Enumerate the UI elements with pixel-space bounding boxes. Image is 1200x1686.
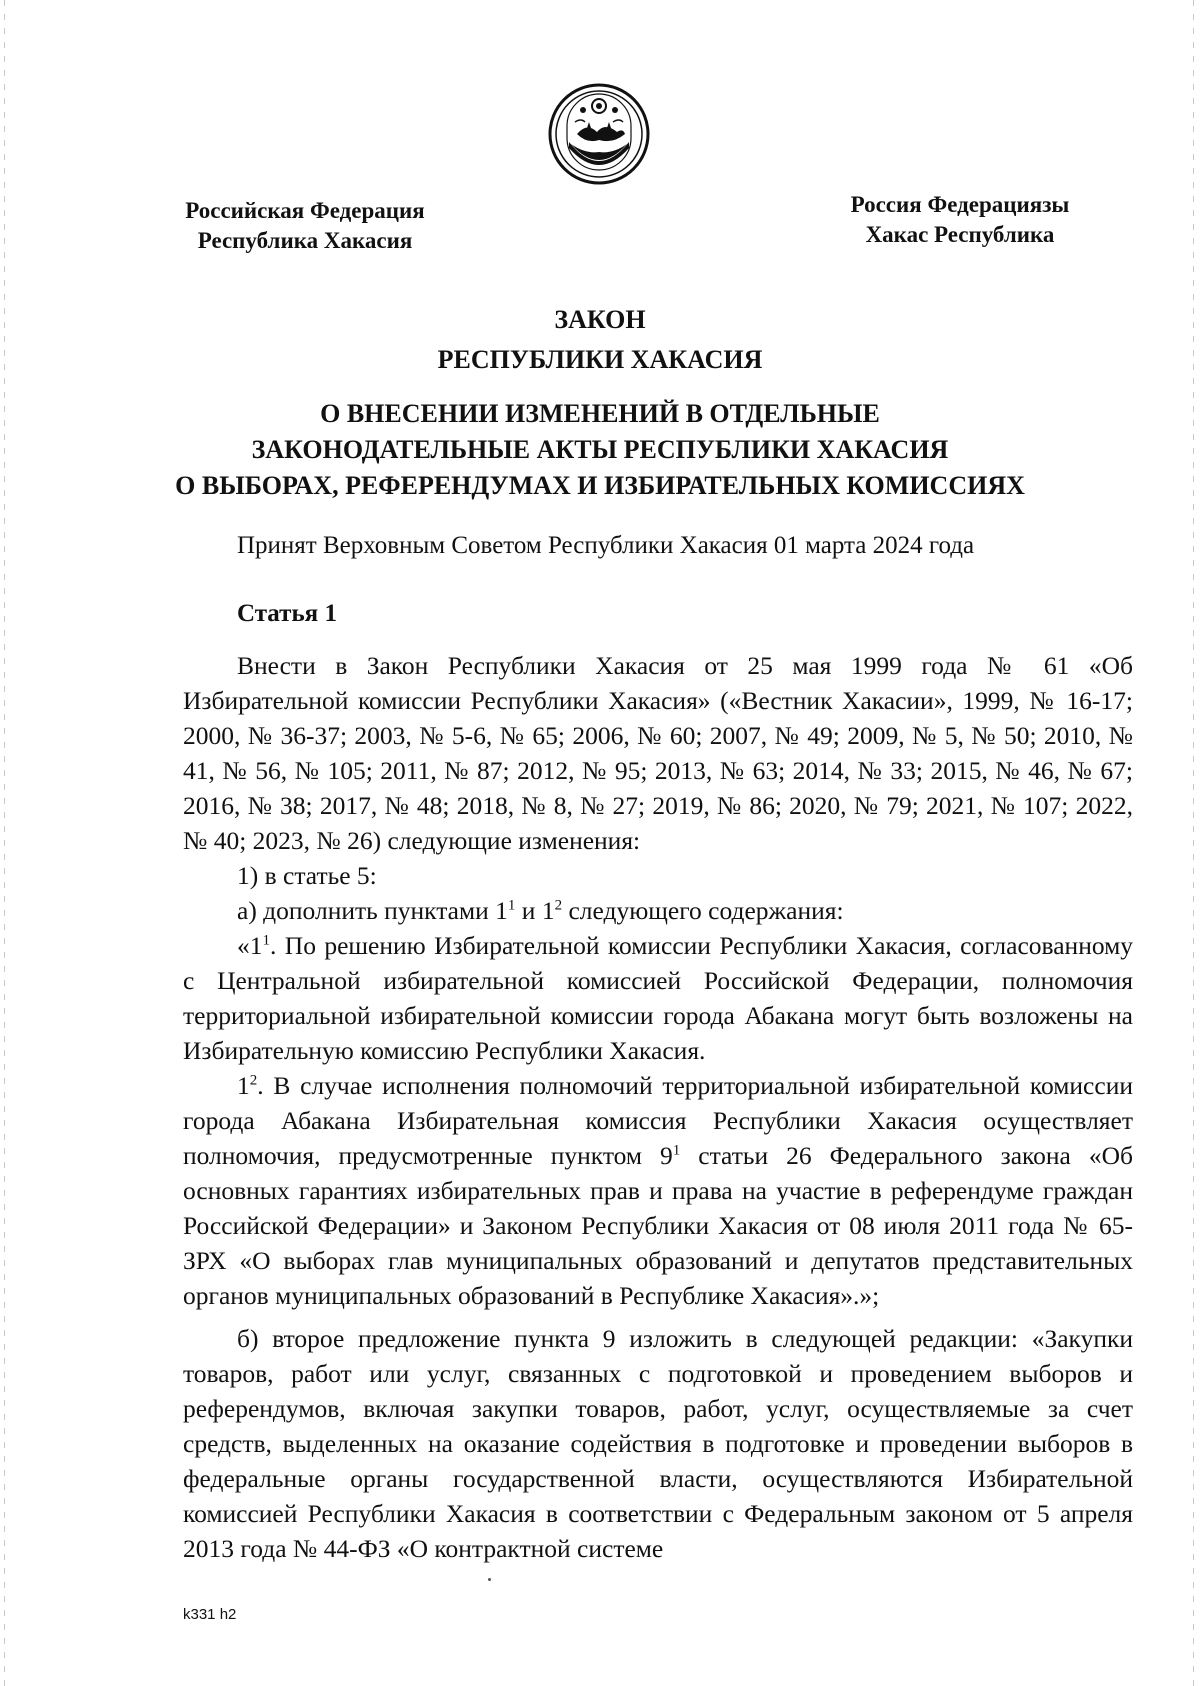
law-title-line1: ЗАКОН (554, 305, 646, 334)
header-right-republic: Хакас Республика (865, 222, 1055, 247)
article-heading: Статья 1 (237, 600, 337, 627)
header-left-country: Российская Федерация (185, 198, 425, 223)
header-left (150, 196, 460, 256)
header-right-country: Россия Федерациязы (850, 192, 1070, 217)
scan-speck (488, 1578, 491, 1581)
khakassia-coat-of-arms-icon (547, 82, 651, 186)
article-body (183, 648, 1133, 1566)
law-subtitle-line1: О ВНЕСЕНИИ ИЗМЕНЕНИЙ В ОТДЕЛЬНЫЕ (320, 399, 880, 428)
paragraph-item-1: 1) в статье 5: (237, 861, 377, 890)
adoption-note: Принят Верховным Советом Республики Хакасия 01 марта 2024 года (237, 532, 975, 559)
paragraph-intro: Внести в Закон Республики Хакасия от 25 мая 1999 года № 61 «Об Избирательной комиссии Республики Хакасия» («Вестник Хакасии», 1999, № 16-17; 2000, № 36-37; 2003, № 5-6, № 65; 2006, № 60; 2007, № 49; 2009, № 5, № 50; 2010, № 41, № 56, № 105; 2011, № 87; 2012, № 95; 2013, № 63; 2014, № 33; 2015, № 46, № 67; 2016, № 38; 2017, № 48; 2018, № 8, № 27; 2019, № 86; 2020, № 79; 2021, № 107; 2022, № 40; 2023, № 26) следующие изменения: (183, 651, 1133, 855)
footer-code: k331 h2 (183, 1606, 237, 1623)
law-subtitle-line2: ЗАКОНОДАТЕЛЬНЫЕ АКТЫ РЕСПУБЛИКИ ХАКАСИЯ (251, 435, 949, 464)
scan-edge-right (1193, 0, 1194, 1686)
law-title-line2: РЕСПУБЛИКИ ХАКАСИЯ (437, 345, 763, 374)
paragraph-item-b: б) второе предложение пункта 9 изложить в следующей редакции: «Закупки товаров, работ или услуг, связанных с подготовкой и проведением выборов и референдумов, включая закупки товаров, работ, услуг, осуществляемые за счет средств, выделенных на оказание содействия в подготовке и проведении выборов в федеральные органы государственной власти, осуществляются Избирательной комиссией Республики Хакасия в соответствии с Федеральным законом от 5 апреля 2013 года № 44-ФЗ «О контрактной системе (183, 1324, 1133, 1563)
law-subtitle (0, 396, 1200, 504)
paragraph-item-a: а) дополнить пунктами $1^1$ и $1^2$ следующего содержания: (237, 896, 844, 925)
scan-edge-left (4, 0, 5, 1686)
paragraph-point-1-2: $1^2$. В случае исполнения полномочий территориальной избирательной комиссии города Абакана Избирательная комиссия Республики Хакасия осуществляет полномочия, предусмотренные пунктом $9^1$ статьи 26 Федерального закона «Об основных гарантиях избирательных прав и права на участие в референдуме граждан Российской Федерации» и Законом Республики Хакасия от 08 июля 2011 года № 65-ЗРХ «О выборах глав муниципальных образований и депутатов представительных органов муниципальных образований в Республике Хакасия».»; (183, 1071, 1133, 1310)
paragraph-point-1-1: «$1^1$. По решению Избирательной комиссии Республики Хакасия, согласованному с Центральной избирательной комиссией Российской Федерации, полномочия территориальной избирательной комиссии города Абакана могут быть возложены на Избирательную комиссию Республики Хакасия. (183, 931, 1133, 1065)
law-subtitle-line3: О ВЫБОРАХ, РЕФЕРЕНДУМАХ И ИЗБИРАТЕЛЬНЫХ КОМИССИЯХ (175, 471, 1025, 500)
law-title (0, 300, 1200, 380)
header-right (825, 190, 1095, 250)
header-left-republic: Республика Хакасия (197, 228, 413, 253)
